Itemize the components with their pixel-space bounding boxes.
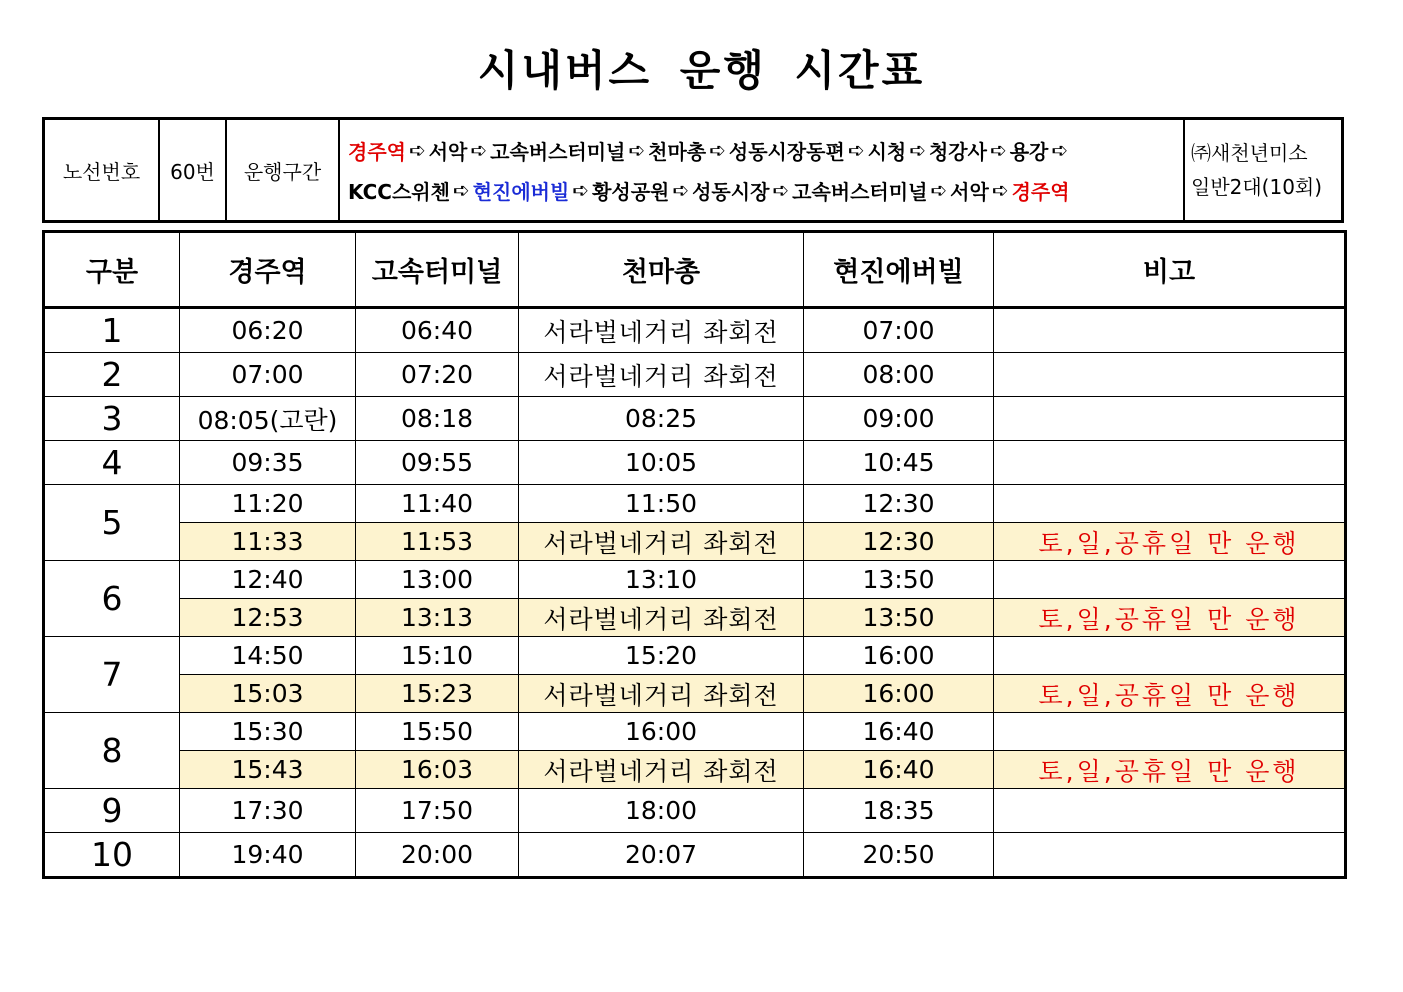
- remark-cell: [994, 485, 1346, 523]
- row-number: 4: [44, 441, 180, 485]
- remark-cell: [994, 561, 1346, 599]
- row-number: 10: [44, 833, 180, 878]
- time-cell: 14:50: [180, 637, 356, 675]
- table-row: [44, 353, 1346, 397]
- header-division: 구분: [44, 232, 180, 308]
- time-cell: 16:40: [804, 751, 994, 789]
- route-stop: 시청: [867, 139, 907, 164]
- row-number: 2: [44, 353, 180, 397]
- page-title: 시내버스 운행 시간표: [477, 46, 926, 95]
- time-cell: 16:40: [804, 713, 994, 751]
- row-number: 9: [44, 789, 180, 833]
- time-cell: 서라벌네거리 좌회전: [519, 599, 804, 637]
- table-row: [44, 675, 1346, 713]
- time-cell: 13:50: [804, 599, 994, 637]
- arrow-right-icon: ➪: [909, 138, 926, 162]
- time-cell: 서라벌네거리 좌회전: [519, 751, 804, 789]
- route-number-label: 노선번호: [45, 120, 160, 220]
- route-stop: 경주역: [1011, 179, 1070, 204]
- time-cell: 13:10: [519, 561, 804, 599]
- route-stop: 천마총: [648, 139, 707, 164]
- time-cell: 서라벌네거리 좌회전: [519, 675, 804, 713]
- route-stop: 성동시장: [692, 179, 770, 204]
- table-row: [44, 561, 1346, 599]
- time-cell: 11:33: [180, 523, 356, 561]
- time-cell: 15:30: [180, 713, 356, 751]
- time-cell: 12:30: [804, 523, 994, 561]
- header-cheonmachong: 천마총: [519, 232, 804, 308]
- row-number: 6: [44, 561, 180, 637]
- arrow-right-icon: ➪: [452, 178, 470, 202]
- route-stop: 용강: [1009, 139, 1049, 164]
- time-cell: 20:50: [804, 833, 994, 878]
- operator-info: [1185, 120, 1341, 220]
- time-cell: 20:07: [519, 833, 804, 878]
- time-cell: 서라벌네거리 좌회전: [519, 308, 804, 353]
- time-cell: 13:50: [804, 561, 994, 599]
- route-stop: 황성공원: [592, 179, 670, 204]
- time-cell: 08:05(고란): [180, 397, 356, 441]
- header-gyeongju-station: 경주역: [180, 232, 356, 308]
- time-cell: 08:18: [356, 397, 519, 441]
- remark-cell: [994, 397, 1346, 441]
- time-cell: 서라벌네거리 좌회전: [519, 353, 804, 397]
- route-stop: 고속버스터미널: [490, 139, 626, 164]
- schedule-table: [42, 230, 1347, 879]
- route-number-value: 60번: [160, 120, 227, 220]
- time-cell: 08:00: [804, 353, 994, 397]
- arrow-right-icon: ➪: [572, 178, 590, 202]
- remark-cell: [994, 637, 1346, 675]
- time-cell: 08:25: [519, 397, 804, 441]
- row-number: 7: [44, 637, 180, 713]
- time-cell: 16:00: [804, 637, 994, 675]
- table-row: [44, 833, 1346, 878]
- row-number: 3: [44, 397, 180, 441]
- arrow-right-icon: ➪: [847, 138, 865, 162]
- time-cell: 10:45: [804, 441, 994, 485]
- time-cell: 서라벌네거리 좌회전: [519, 523, 804, 561]
- operator-name: ㈜새천년미소: [1191, 141, 1308, 165]
- remark-cell: 토,일,공휴일 만 운행: [994, 675, 1346, 713]
- time-cell: 11:20: [180, 485, 356, 523]
- route-info-table: [42, 117, 1344, 223]
- time-cell: 11:40: [356, 485, 519, 523]
- remark-cell: [994, 308, 1346, 353]
- remark-cell: 토,일,공휴일 만 운행: [994, 523, 1346, 561]
- table-row: [44, 397, 1346, 441]
- table-row: [44, 751, 1346, 789]
- time-cell: 15:03: [180, 675, 356, 713]
- route-section-label: 운행구간: [227, 120, 340, 220]
- route-path-line-1: [348, 130, 1071, 170]
- time-cell: 09:00: [804, 397, 994, 441]
- time-cell: 15:10: [356, 637, 519, 675]
- route-stop: 현진에버빌: [472, 179, 570, 204]
- row-number: 1: [44, 308, 180, 353]
- time-cell: 19:40: [180, 833, 356, 878]
- time-cell: 06:20: [180, 308, 356, 353]
- header-remarks: 비고: [994, 232, 1346, 308]
- time-cell: 15:20: [519, 637, 804, 675]
- time-cell: 07:00: [180, 353, 356, 397]
- remark-cell: [994, 713, 1346, 751]
- route-stop: 서악: [950, 179, 989, 204]
- arrow-right-icon: ➪: [991, 178, 1009, 202]
- remark-cell: [994, 353, 1346, 397]
- arrow-right-icon: ➪: [709, 138, 726, 162]
- arrow-right-icon: ➪: [470, 138, 488, 162]
- time-cell: 15:50: [356, 713, 519, 751]
- remark-cell: [994, 441, 1346, 485]
- table-row: [44, 599, 1346, 637]
- route-path: [340, 120, 1185, 220]
- row-number: 5: [44, 485, 180, 561]
- time-cell: 12:30: [804, 485, 994, 523]
- schedule-header-row: [44, 232, 1346, 308]
- time-cell: 18:35: [804, 789, 994, 833]
- time-cell: 12:53: [180, 599, 356, 637]
- route-path-line-2: [348, 170, 1070, 210]
- time-cell: 11:53: [356, 523, 519, 561]
- time-cell: 16:03: [356, 751, 519, 789]
- time-cell: 06:40: [356, 308, 519, 353]
- time-cell: 11:50: [519, 485, 804, 523]
- arrow-right-icon: ➪: [628, 138, 646, 162]
- header-hyunjin-everville: 현진에버빌: [804, 232, 994, 308]
- table-row: [44, 713, 1346, 751]
- time-cell: 16:00: [519, 713, 804, 751]
- time-cell: 13:00: [356, 561, 519, 599]
- row-number: 8: [44, 713, 180, 789]
- route-stop: 서악: [428, 139, 468, 164]
- header-express-terminal: 고속터미널: [356, 232, 519, 308]
- route-stop: 경주역: [348, 139, 406, 164]
- time-cell: 13:13: [356, 599, 519, 637]
- remark-cell: 토,일,공휴일 만 운행: [994, 599, 1346, 637]
- table-row: [44, 441, 1346, 485]
- table-row: [44, 523, 1346, 561]
- table-row: [44, 637, 1346, 675]
- time-cell: 18:00: [519, 789, 804, 833]
- route-stop: 성동시장동편: [728, 139, 845, 164]
- time-cell: 17:30: [180, 789, 356, 833]
- time-cell: 17:50: [356, 789, 519, 833]
- route-stop: 청강사: [928, 139, 987, 164]
- time-cell: 07:20: [356, 353, 519, 397]
- arrow-right-icon: ➪: [772, 178, 790, 202]
- operator-detail: 일반2대(10회): [1191, 175, 1323, 199]
- arrow-right-icon: ➪: [672, 178, 690, 202]
- time-cell: 09:35: [180, 441, 356, 485]
- route-stop: KCC스위첸: [348, 179, 450, 204]
- time-cell: 16:00: [804, 675, 994, 713]
- time-cell: 15:43: [180, 751, 356, 789]
- arrow-right-icon: ➪: [1051, 138, 1069, 162]
- time-cell: 20:00: [356, 833, 519, 878]
- time-cell: 15:23: [356, 675, 519, 713]
- table-row: [44, 789, 1346, 833]
- table-row: [44, 485, 1346, 523]
- arrow-right-icon: ➪: [408, 138, 426, 162]
- time-cell: 09:55: [356, 441, 519, 485]
- table-row: [44, 308, 1346, 353]
- time-cell: 10:05: [519, 441, 804, 485]
- remark-cell: 토,일,공휴일 만 운행: [994, 751, 1346, 789]
- remark-cell: [994, 789, 1346, 833]
- arrow-right-icon: ➪: [989, 138, 1007, 162]
- arrow-right-icon: ➪: [930, 178, 948, 202]
- time-cell: 12:40: [180, 561, 356, 599]
- remark-cell: [994, 833, 1346, 878]
- time-cell: 07:00: [804, 308, 994, 353]
- schedule-body: [44, 308, 1346, 878]
- route-stop: 고속버스터미널: [792, 179, 928, 204]
